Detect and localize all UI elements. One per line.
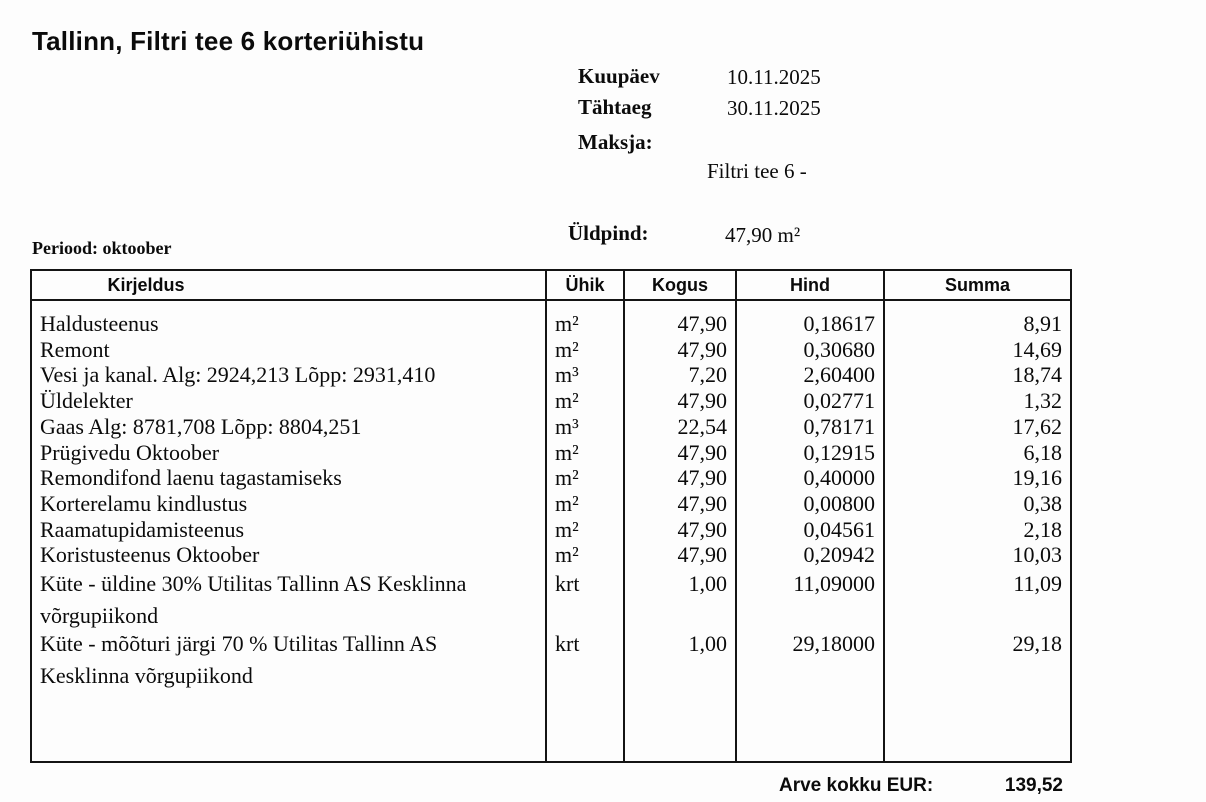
invoice-table-body bbox=[31, 300, 1071, 762]
cell-price: 29,18000 bbox=[736, 628, 884, 688]
header-hind: Hind bbox=[736, 270, 884, 300]
table-row bbox=[31, 568, 1071, 628]
cell-quantity: 47,90 bbox=[624, 337, 736, 363]
cell-description: Üldelekter bbox=[31, 388, 546, 414]
cell-quantity: 1,00 bbox=[624, 568, 736, 628]
header-kirjeldus: Kirjeldus bbox=[31, 270, 546, 300]
cell-sum: 11,09 bbox=[1013, 571, 1062, 597]
cell-price: 0,78171 bbox=[736, 414, 884, 440]
cell-unit: krt bbox=[546, 568, 624, 628]
cell-unit: m² bbox=[546, 465, 624, 491]
cell-empty bbox=[31, 689, 546, 762]
table-row bbox=[31, 337, 1071, 363]
cell-quantity: 7,20 bbox=[624, 362, 736, 388]
area-label: Üldpind: bbox=[568, 221, 649, 245]
cell-unit: m² bbox=[546, 491, 624, 517]
cell-quantity: 47,90 bbox=[624, 517, 736, 543]
cell-description: Koristusteenus Oktoober bbox=[31, 542, 546, 568]
cell-unit: m³ bbox=[546, 414, 624, 440]
table-row bbox=[31, 440, 1071, 466]
table-row bbox=[31, 542, 1071, 568]
cell-unit: m² bbox=[546, 517, 624, 543]
due-label: Tähtaeg bbox=[578, 95, 652, 119]
header-summa: Summa bbox=[884, 270, 1071, 300]
cell-sum: 19,16 bbox=[1012, 465, 1062, 491]
cell-quantity: 47,90 bbox=[624, 440, 736, 466]
cell-quantity: 47,90 bbox=[624, 491, 736, 517]
cell-unit: krt bbox=[546, 628, 624, 688]
payer-label: Maksja: bbox=[578, 130, 653, 154]
cell-price: 11,09000 bbox=[736, 568, 884, 628]
cell-description: Prügivedu Oktoober bbox=[31, 440, 546, 466]
cell-empty bbox=[624, 689, 736, 762]
cell-description-line2: Kesklinna võrgupiikond bbox=[40, 663, 253, 689]
due-value: 30.11.2025 bbox=[727, 96, 821, 120]
cell-price: 0,30680 bbox=[736, 337, 884, 363]
cell-description: Vesi ja kanal. Alg: 2924,213 Lõpp: 2931,410 bbox=[31, 362, 546, 388]
cell-sum: 29,18 bbox=[1012, 631, 1062, 657]
cell-sum: 1,32 bbox=[1023, 388, 1062, 414]
area-value: 47,90 m² bbox=[725, 223, 801, 247]
cell-description-line2: võrgupiikond bbox=[40, 602, 159, 628]
cell-quantity: 47,90 bbox=[624, 300, 736, 337]
cell-unit: m² bbox=[546, 542, 624, 568]
cell-sum: 6,18 bbox=[1023, 439, 1062, 465]
cell-quantity: 47,90 bbox=[624, 388, 736, 414]
table-row bbox=[31, 300, 1071, 337]
date-value: 10.11.2025 bbox=[727, 65, 821, 89]
total-label: Arve kokku EUR: bbox=[779, 775, 934, 796]
header-kogus: Kogus bbox=[624, 270, 736, 300]
cell-price: 2,60400 bbox=[736, 362, 884, 388]
cell-price: 0,12915 bbox=[736, 440, 884, 466]
cell-description: Remondifond laenu tagastamiseks bbox=[31, 465, 546, 491]
cell-quantity: 47,90 bbox=[624, 465, 736, 491]
table-row bbox=[31, 628, 1071, 688]
cell-price: 0,04561 bbox=[736, 517, 884, 543]
invoice-table bbox=[30, 269, 1072, 763]
cell-sum: 14,69 bbox=[1012, 336, 1062, 362]
cell-price: 0,20942 bbox=[736, 542, 884, 568]
cell-quantity: 47,90 bbox=[624, 542, 736, 568]
cell-empty bbox=[884, 689, 1071, 762]
table-row bbox=[31, 362, 1071, 388]
cell-description: Gaas Alg: 8781,708 Lõpp: 8804,251 bbox=[31, 414, 546, 440]
cell-description: Korterelamu kindlustus bbox=[31, 491, 546, 517]
cell-quantity: 1,00 bbox=[624, 628, 736, 688]
cell-description: Küte - mõõturi järgi 70 % Utilitas Tallinn AS Kesklinna võrgupiikond bbox=[31, 628, 546, 688]
cell-description: Raamatupidamisteenus bbox=[31, 517, 546, 543]
period-label: Periood: oktoober bbox=[32, 238, 172, 258]
cell-sum: 18,74 bbox=[1012, 362, 1062, 388]
cell-unit: m² bbox=[546, 388, 624, 414]
cell-empty bbox=[546, 689, 624, 762]
cell-description: Haldusteenus bbox=[31, 300, 546, 337]
cell-sum: 8,91 bbox=[1023, 311, 1062, 336]
cell-unit: m² bbox=[546, 337, 624, 363]
table-header-row bbox=[31, 270, 1071, 300]
table-row bbox=[31, 517, 1071, 543]
table-row bbox=[31, 465, 1071, 491]
cell-description: Remont bbox=[31, 337, 546, 363]
cell-price: 0,02771 bbox=[736, 388, 884, 414]
cell-sum: 0,38 bbox=[1023, 490, 1062, 516]
table-row bbox=[31, 414, 1071, 440]
table-row bbox=[31, 491, 1071, 517]
date-label: Kuupäev bbox=[578, 64, 660, 88]
payer-value: Filtri tee 6 - bbox=[707, 159, 807, 183]
cell-sum: 17,62 bbox=[1012, 413, 1062, 439]
cell-sum: 10,03 bbox=[1012, 542, 1062, 568]
cell-description: Küte - üldine 30% Utilitas Tallinn AS Kesklinna võrgupiikond bbox=[31, 568, 546, 628]
page-title: Tallinn, Filtri tee 6 korteriühistu bbox=[32, 26, 425, 56]
cell-unit: m³ bbox=[546, 362, 624, 388]
table-filler-row bbox=[31, 689, 1071, 762]
total-value: 139,52 bbox=[1004, 775, 1063, 796]
cell-price: 0,00800 bbox=[736, 491, 884, 517]
table-row bbox=[31, 388, 1071, 414]
header-uhik: Ühik bbox=[546, 270, 624, 300]
cell-price: 0,18617 bbox=[736, 300, 884, 337]
cell-price: 0,40000 bbox=[736, 465, 884, 491]
cell-quantity: 22,54 bbox=[624, 414, 736, 440]
cell-sum: 2,18 bbox=[1023, 516, 1062, 542]
cell-unit: m² bbox=[546, 440, 624, 466]
cell-empty bbox=[736, 689, 884, 762]
cell-unit: m² bbox=[546, 300, 624, 337]
